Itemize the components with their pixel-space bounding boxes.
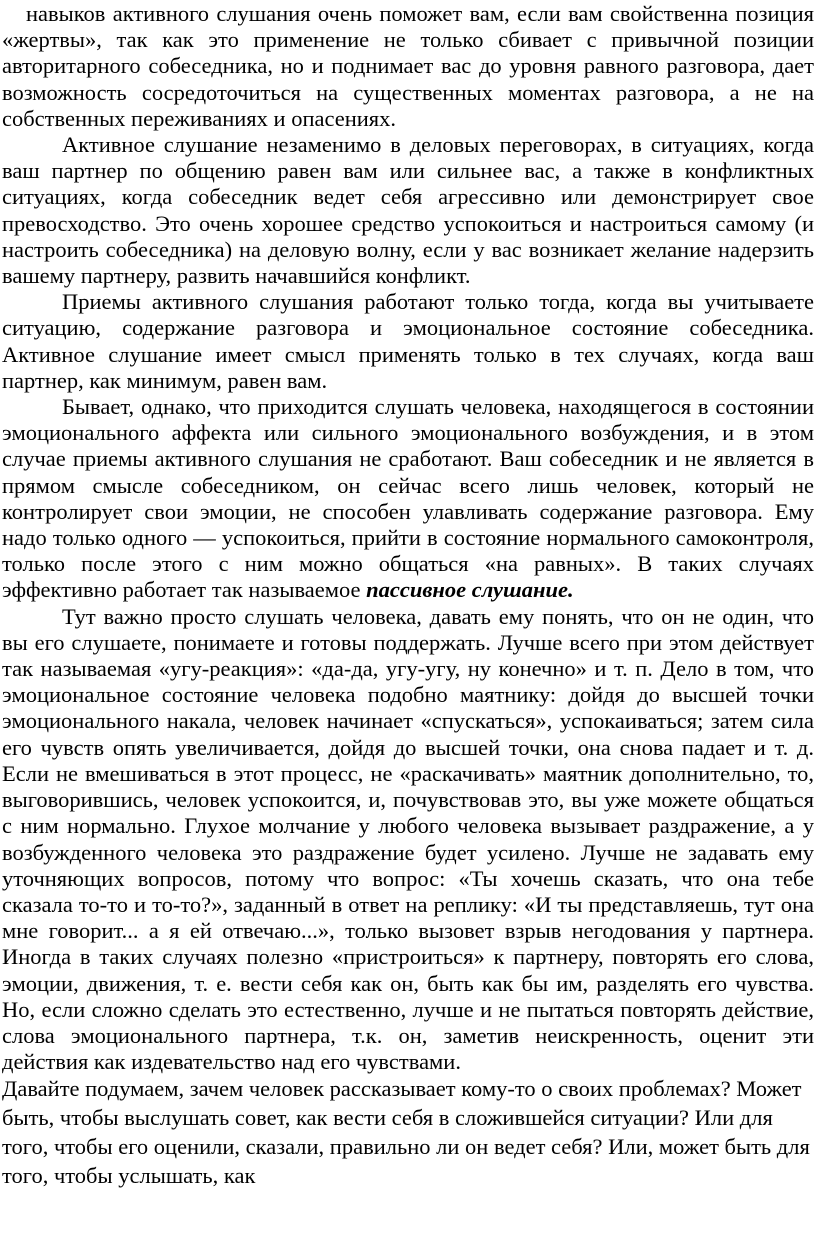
paragraph-2: Активное слушание незаменимо в деловых переговорах, в ситуациях, когда ваш партнер по общению равен вам или сильнее вас, а также в конфликтных ситуациях, когда собеседник ведет себя агрессивно или демонстрирует свое превосходство. Это очень хорошее средство успокоиться и настроиться самому (и настроить собеседника) на деловую волну, если у вас возникает желание надерзить вашему партнеру, развить начавшийся конфликт.: [2, 132, 814, 289]
paragraph-4: [2, 394, 814, 604]
paragraph-1: навыков активного слушания очень поможет вам, если вам свойственна позиция «жертвы», так как это применение не только сбивает с привычной позиции авторитарного собеседника, но и поднимает вас до уровня равного разговора, дает возможность сосредоточиться на существенных моментах разговора, а не на собственных переживаниях и опасениях.: [2, 1, 814, 131]
paragraph-6: Давайте подумаем, зачем человек рассказывает кому-то о своих проблемах? Может быть, чтобы выслушать совет, как вести себя в сложившейся ситуации? Или для того, чтобы его оценили, сказали, правильно ли он ведет себя? Или, может быть для того, чтобы услышать, как: [2, 1076, 810, 1189]
paragraph-5: Тут важно просто слушать человека, давать ему понять, что он не один, что вы его слушаете, понимаете и готовы поддержать. Лучше всего при этом действует так называемая «угу-реакция»: «да-да, угу-угу, ну конечно» и т. п. Дело в том, что эмоциональное состояние человека подобно маятнику: дойдя до высшей точки эмоционального накала, человек начинает «спускаться», успокаиваться; затем сила его чувств опять увеличивается, дойдя до высшей точки, она снова падает и т. д. Если не вмешиваться в этот процесс, не «раскачивать» маятник дополнительно, то, выговорившись, человек успокоится, и, почувствовав это, вы уже можете общаться с ним нормально. Глухое молчание у любого человека вызывает раздражение, а у возбужденного человека это раздражение будет усилено. Лучше не задавать ему уточняющих вопросов, потому что вопрос: «Ты хочешь сказать, что она тебе сказала то-то и то-то?», заданный в ответ на реплику: «И ты представляешь, тут она мне говорит... а я ей отвечаю...», только вызовет взрыв негодования у партнера. Иногда в таких случаях полезно «пристроиться» к партнеру, повторять его слова, эмоции, движения, т. е. вести себя как он, быть как бы им, разделять его чувства. Но, если сложно сделать это естественно, лучше и не пытаться повторять действие, слова эмоционального партнера, т.к. он, заметив неискренность, оценит эти действия как издевательство над его чувствами.: [2, 603, 814, 1075]
passive-listening-term: пассивное слушание.: [366, 577, 574, 603]
paragraph-3: Приемы активного слушания работают только тогда, когда вы учитываете ситуацию, содержание разговора и эмоциональное состояние собеседника. Активное слушание имеет смысл применять только в тех случаях, когда ваш партнер, как минимум, равен вам.: [2, 289, 814, 393]
paragraph-4-text: Бывает, однако, что приходится слушать человека, находящегося в состоянии эмоционального аффекта или сильного эмоционального возбуждения, и в этом случае приемы активного слушания не сработают. Ваш собеседник и не является в прямом смысле собеседником, он сейчас всего лишь человек, который не контролирует свои эмоции, не способен улавливать содержание разговора. Ему надо только одного — успокоиться, прийти в состояние нормального самоконтроля, только после этого с ним можно общаться «на равных». В таких случаях эффективно работает так называемое: [2, 394, 814, 603]
